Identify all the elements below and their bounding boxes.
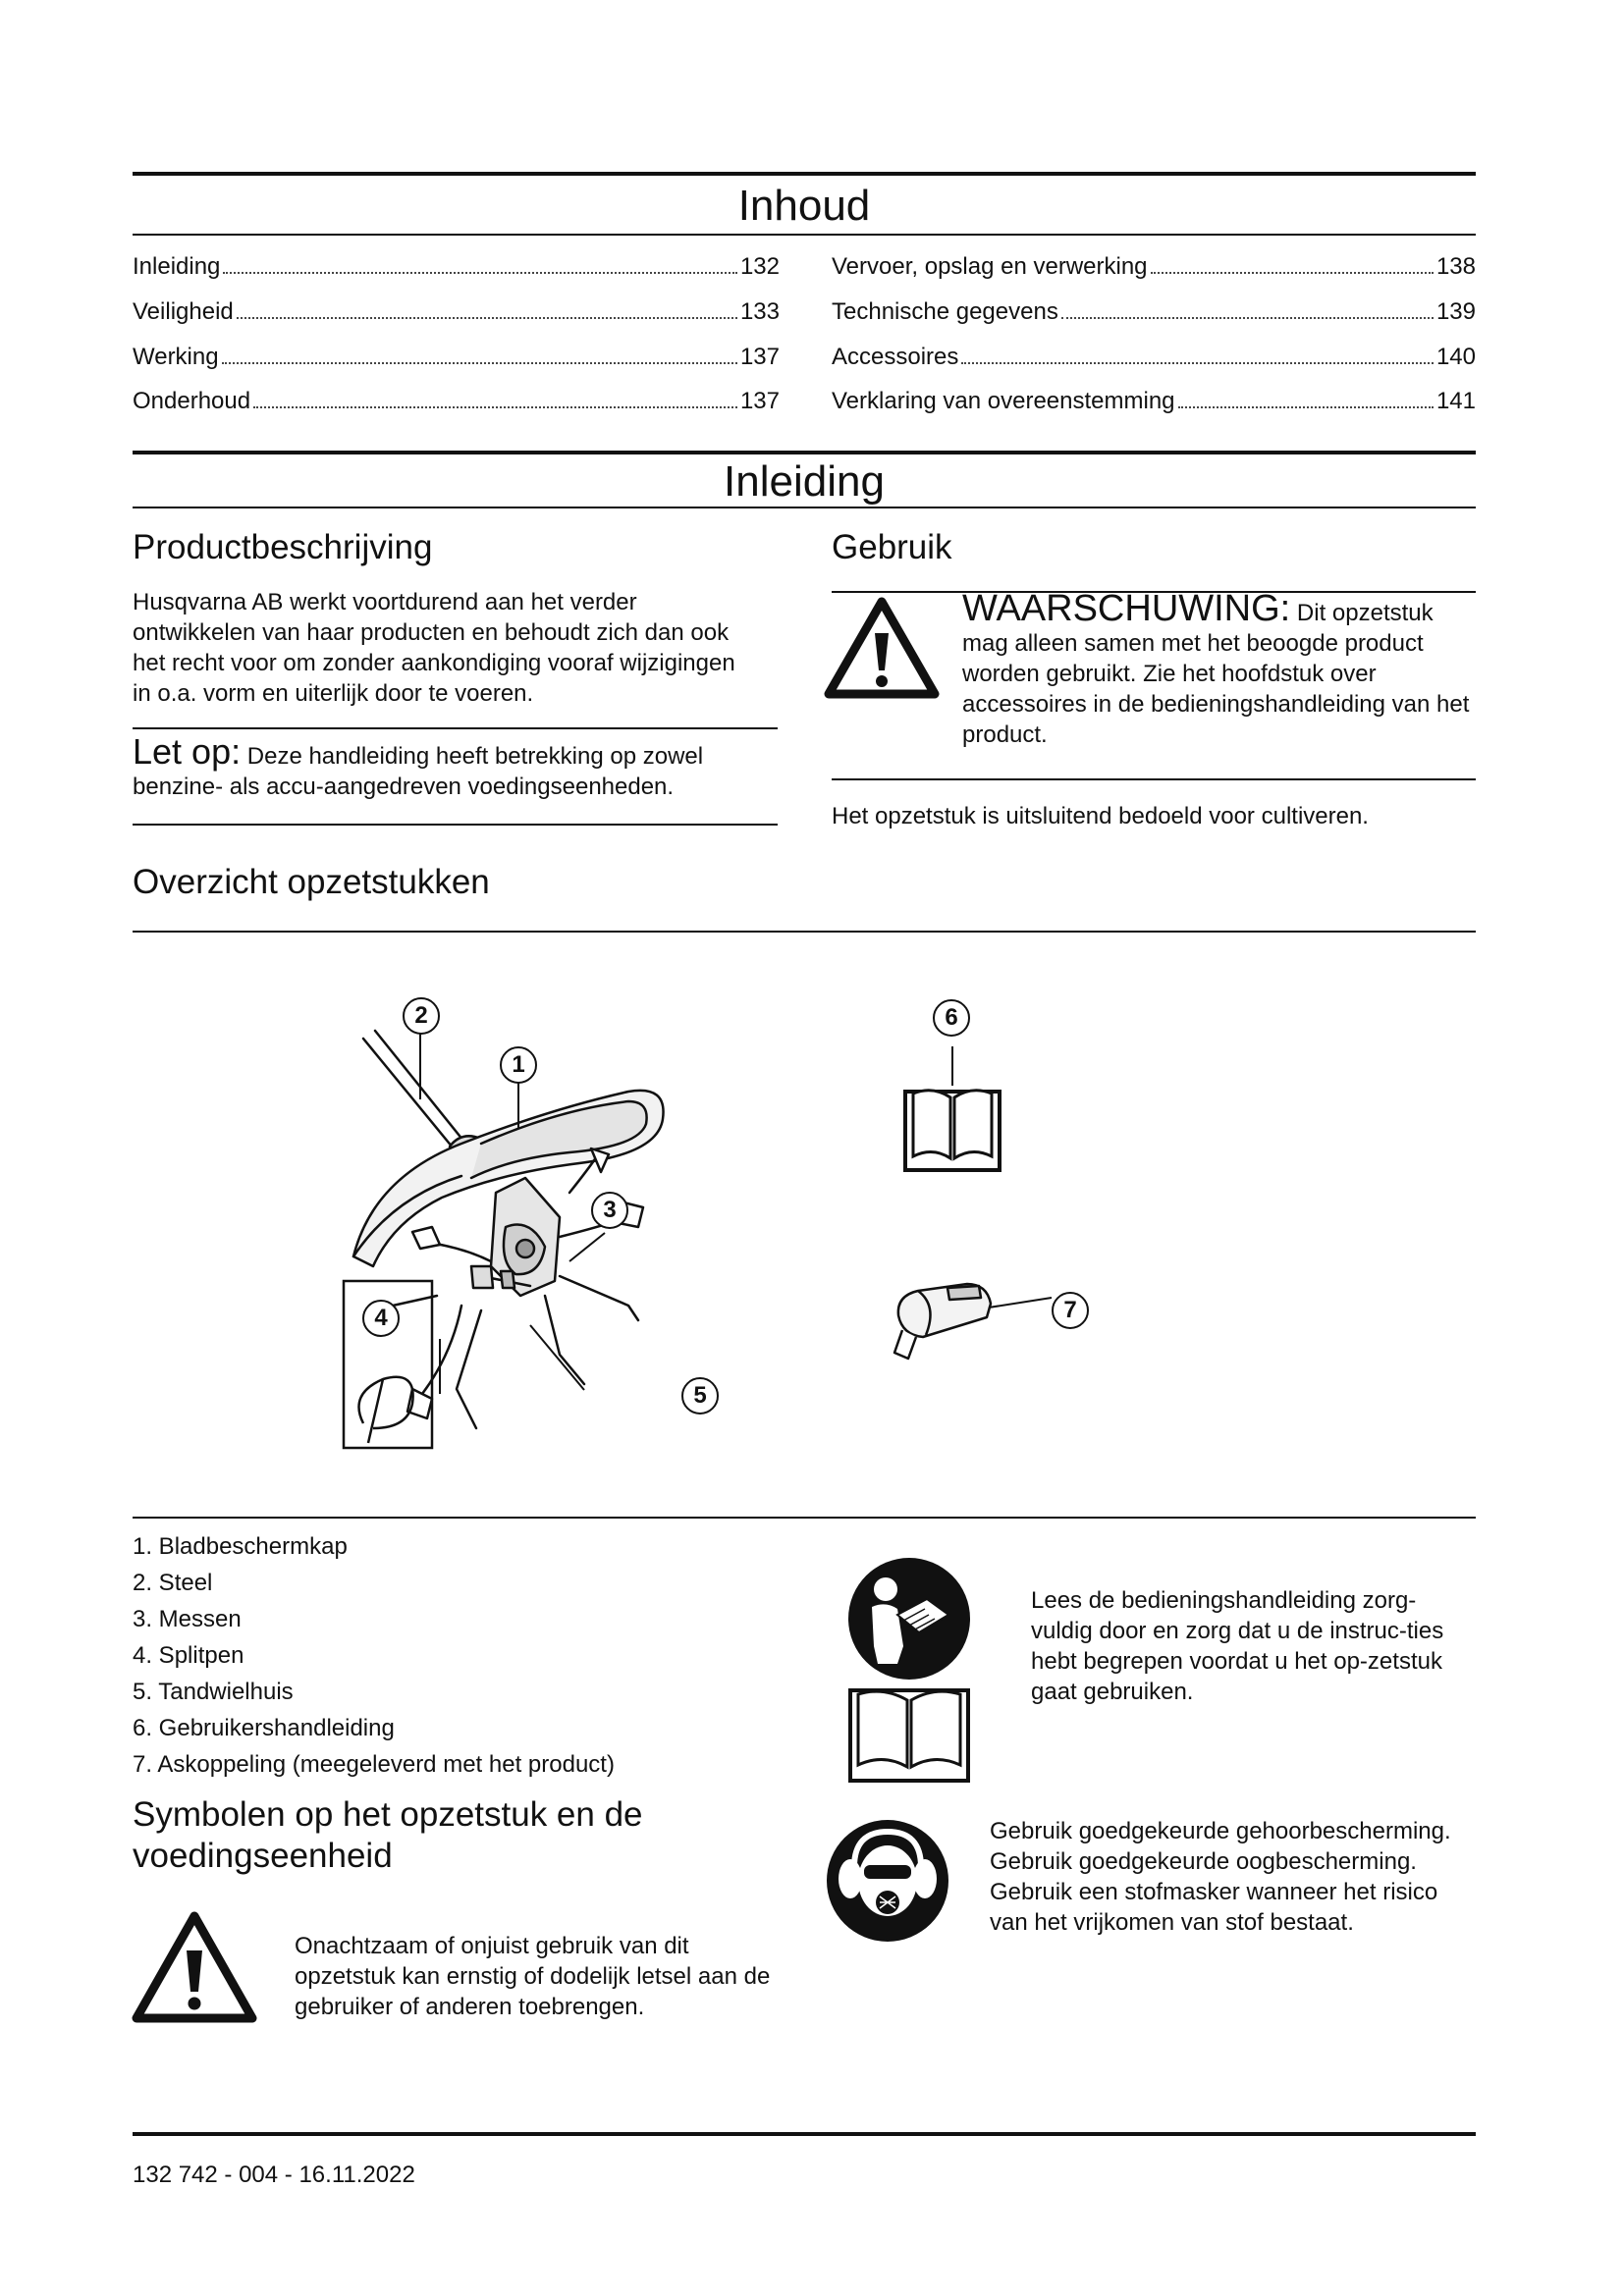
note-block (133, 731, 761, 802)
toc-item-vervoer[interactable]: Vervoer, opslag en verwerking 138 (832, 253, 1476, 280)
toc-item-veiligheid[interactable]: Veiligheid 133 (133, 298, 780, 325)
note-text: Deze handleiding heeft betrekking op zowel benzine- als accu-aangedreven voedingseenheden. (133, 743, 704, 800)
intro-top-rule (133, 451, 1476, 454)
list-item: 3. Messen (133, 1606, 242, 1632)
symbol-warning-text: Onachtzaam of onjuist gebruik van dit opzetstuk kan ernstig of dodelijk letsel aan de gebruiker of anderen toebrengen. (295, 1933, 771, 2020)
book-icon (901, 1046, 1003, 1174)
footer-doc-id: 132 742 - 004 - 16.11.2022 (133, 2162, 415, 2188)
warning-bottom-rule (832, 778, 1476, 780)
callout-7: 7 (1052, 1292, 1089, 1329)
toc-title: Inhoud (737, 182, 871, 230)
intro-title: Inleiding (724, 457, 885, 506)
toc-title-rule (133, 234, 1476, 236)
intro-title-rule (133, 507, 1476, 508)
callout-5: 5 (681, 1377, 719, 1415)
warning-label: WAARSCHUWING: (962, 588, 1291, 629)
list-item: 5. Tandwielhuis (133, 1679, 294, 1705)
product-heading: Productbeschrijving (133, 528, 433, 566)
toc-item-inleiding[interactable]: Inleiding 132 (133, 253, 780, 280)
toc-item-accessoires[interactable]: Accessoires 140 (832, 344, 1476, 370)
symbol-manual-text: Lees de bedieningshandleiding zorg-vuldig door en zorg dat u de instruc-ties hebt begrepen voordat u het op-zetstuk gaat gebruiken. (1031, 1587, 1444, 1705)
read-manual-icon (846, 1556, 972, 1682)
toc-top-rule (133, 172, 1476, 176)
book-icon (846, 1686, 972, 1785)
symbol-ppe-text: Gebruik goedgekeurde gehoorbescherming. Gebruik goedgekeurde oogbescherming. Gebruik een stofmasker wanneer het risico van het vrijkomen van stof bestaat. (990, 1818, 1451, 1936)
note-rule (133, 824, 778, 826)
toc-item-onderhoud[interactable]: Onderhoud 137 (133, 388, 780, 414)
parts-list (133, 1528, 800, 1783)
list-item: 6. Gebruikershandleiding (133, 1715, 395, 1741)
callout-4: 4 (362, 1300, 400, 1337)
use-heading: Gebruik (832, 528, 952, 566)
list-item: 1. Bladbeschermkap (133, 1533, 348, 1560)
note-label: Let op: (133, 731, 242, 772)
toc-item-verklaring[interactable]: Verklaring van overeenstemming 141 (832, 388, 1476, 414)
shaft-coupling-illustration (889, 1276, 1056, 1364)
callout-3: 3 (591, 1192, 628, 1229)
overview-top-rule (133, 931, 1476, 933)
overview-heading: Overzicht opzetstukken (133, 863, 490, 901)
toc-item-technische-gegevens[interactable]: Technische gegevens 139 (832, 298, 1476, 325)
callout-1: 1 (500, 1046, 537, 1084)
use-text: Het opzetstuk is uitsluitend bedoeld voor cultiveren. (832, 803, 1369, 829)
warning-triangle-icon (130, 1909, 259, 2025)
list-item: 7. Askoppeling (meegeleverd met het product) (133, 1751, 615, 1778)
overview-bottom-rule (133, 1517, 1476, 1519)
ppe-icon (825, 1818, 950, 1944)
list-item: 2. Steel (133, 1570, 213, 1596)
product-rule (133, 727, 778, 729)
footer-rule (133, 2132, 1476, 2136)
callout-2: 2 (403, 997, 440, 1035)
symbols-heading: Symbolen op het opzetstuk en de voedingseenheid (133, 1795, 643, 1875)
warning-text: Dit opzetstuk mag alleen samen met het beoogde product worden gebruikt. Zie het hoofdstuk over accessoires in de bedieningshandleiding van het product. (962, 600, 1470, 748)
warning-triangle-icon (823, 596, 941, 700)
callout-6: 6 (933, 999, 970, 1037)
warning-block (962, 588, 1473, 750)
list-item: 4. Splitpen (133, 1642, 244, 1669)
product-text: Husqvarna AB werkt voortdurend aan het verder ontwikkelen van haar producten en behoudt zich dan ook het recht voor om zonder aankondiging vooraf wijzigingen in o.a. vorm en uiterlijk door te voeren. (133, 589, 735, 707)
toc-item-werking[interactable]: Werking 137 (133, 344, 780, 370)
